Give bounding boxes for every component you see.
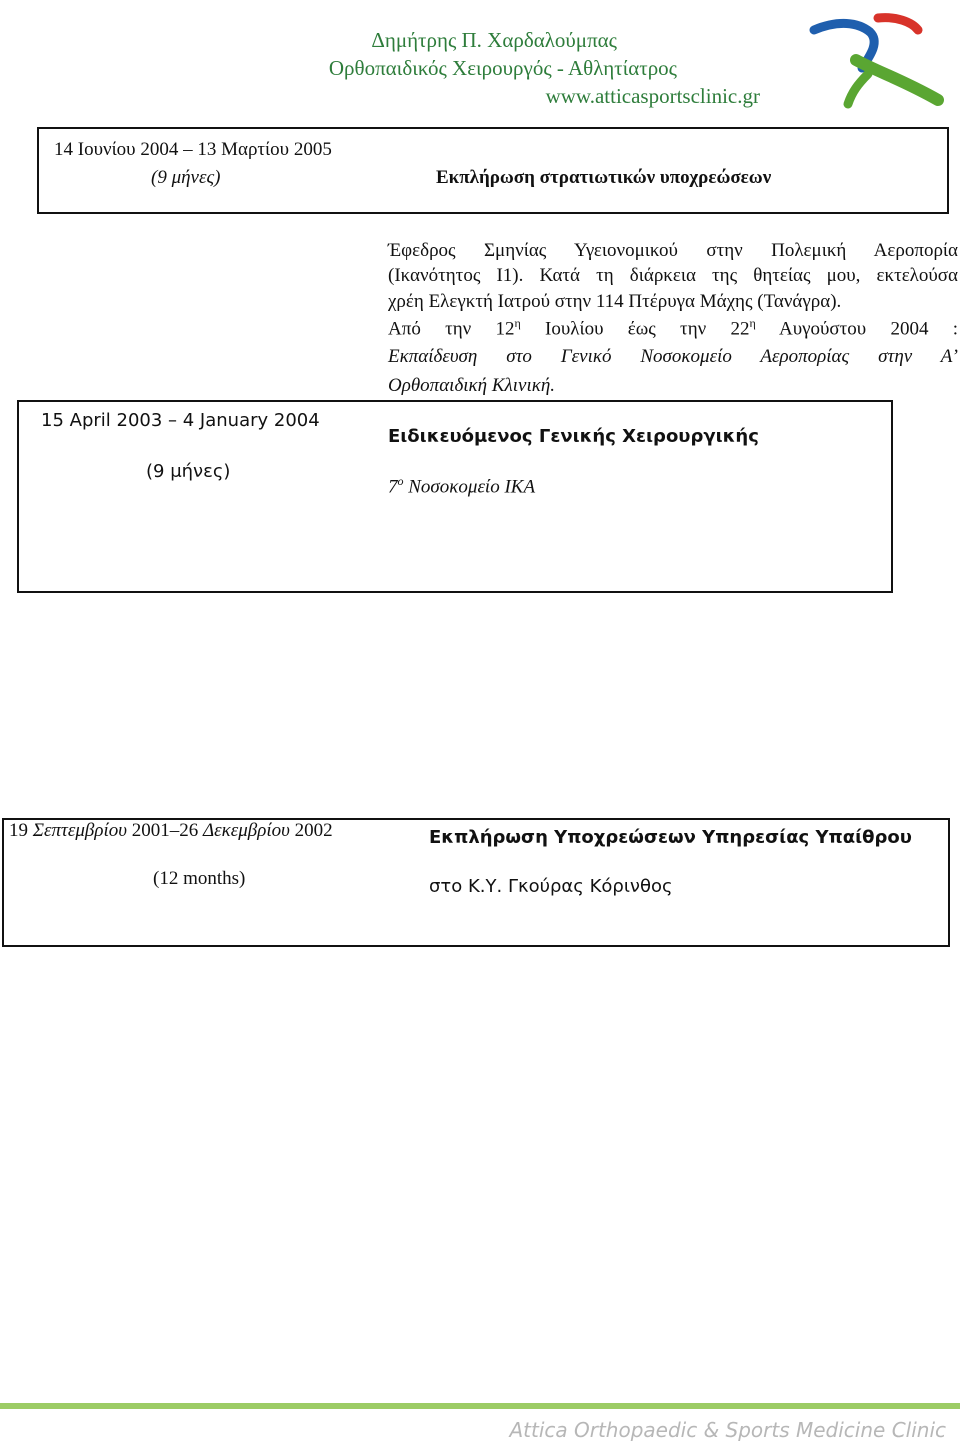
entry1-box — [37, 127, 949, 214]
doctor-title: Ορθοπαιδικός Χειρουργός - Αθλητίατρος — [328, 56, 677, 80]
clinic-logo — [808, 12, 948, 112]
entry1-heading: Εκπλήρωση στρατιωτικών υποχρεώσεων — [436, 167, 772, 188]
entry1-detail-line4-b: Ιουλίου έως την 22 — [520, 318, 750, 340]
entry3-dates-a: 19 — [9, 820, 33, 841]
entry3-dates-c: 2001–26 — [126, 820, 203, 841]
entry1-detail-line4 — [388, 316, 958, 340]
entry2-place-num: 7 — [388, 476, 398, 498]
entry1-detail-sup2: η — [749, 316, 756, 330]
entry1-detail-line4-a: Από την 12 — [388, 318, 515, 340]
entry1-detail-line6: Ορθοπαιδική Κλινική. — [388, 375, 556, 396]
doctor-name: Δημήτρης Π. Χαρδαλούμπας — [371, 28, 617, 52]
entry3-box — [2, 818, 950, 947]
website-link[interactable]: www.atticasportsclinic.gr — [545, 84, 760, 108]
entry2-place-sup: ο — [397, 474, 404, 488]
entry3-dates — [9, 820, 333, 842]
entry2-box — [17, 400, 893, 593]
logo-green-leg — [848, 74, 868, 104]
entry1-detail-line3: χρέη Ελεγκτή Ιατρού στην 114 Πτέρυγα Μάχης (Τανάγρα). — [388, 291, 842, 312]
entry1-dates — [54, 139, 332, 161]
entry1-detail-line5: Εκπαίδευση στο Γενικό Νοσοκομείο Αεροπορίας στην Α’ — [388, 346, 958, 367]
entry3-place: στο Κ.Υ. Γκούρας Κόρινθος — [429, 876, 673, 897]
footer-clinic-name: Attica Orthopaedic & Sports Medicine Clinic — [509, 1418, 946, 1442]
entry3-dates-month1: Σεπτεμβρίου — [32, 820, 127, 841]
entry3-dates-month2: Δεκεμβρίου — [202, 820, 290, 841]
entry1-dates-text: 14 Ιουνίου 2004 – 13 Μαρτίου 2005 — [54, 139, 332, 160]
entry2-dates: 15 April 2003 – 4 January 2004 — [41, 410, 320, 431]
entry1-detail-line1: Έφεδρος Σμηνίας Υγειονομικού στην Πολεμική Αεροπορία — [388, 240, 958, 261]
entry2-duration: (9 μήνες) — [146, 461, 231, 482]
entry1-detail-line4-c: Αυγούστου 2004 : — [755, 318, 958, 340]
entry2-place-rest: Νοσοκομείο ΙΚΑ — [403, 476, 536, 498]
entry2-place — [388, 474, 535, 498]
entry1-duration: (9 μήνες) — [151, 167, 221, 188]
entry3-dates-e: 2002 — [289, 820, 333, 841]
entry1-detail-line2: (Ικανότητος Ι1). Κατά τη διάρκεια της θητείας μου, εκτελούσα — [388, 265, 958, 286]
logo-red-stroke — [878, 18, 918, 30]
entry2-heading: Ειδικευόμενος Γενικής Χειρουργικής — [388, 426, 759, 447]
entry3-duration: (12 months) — [153, 868, 246, 889]
footer-divider — [0, 1403, 960, 1409]
entry1-detail-sup1: η — [514, 316, 521, 330]
entry3-heading: Εκπλήρωση Υποχρεώσεων Υπηρεσίας Υπαίθρου — [429, 827, 912, 848]
